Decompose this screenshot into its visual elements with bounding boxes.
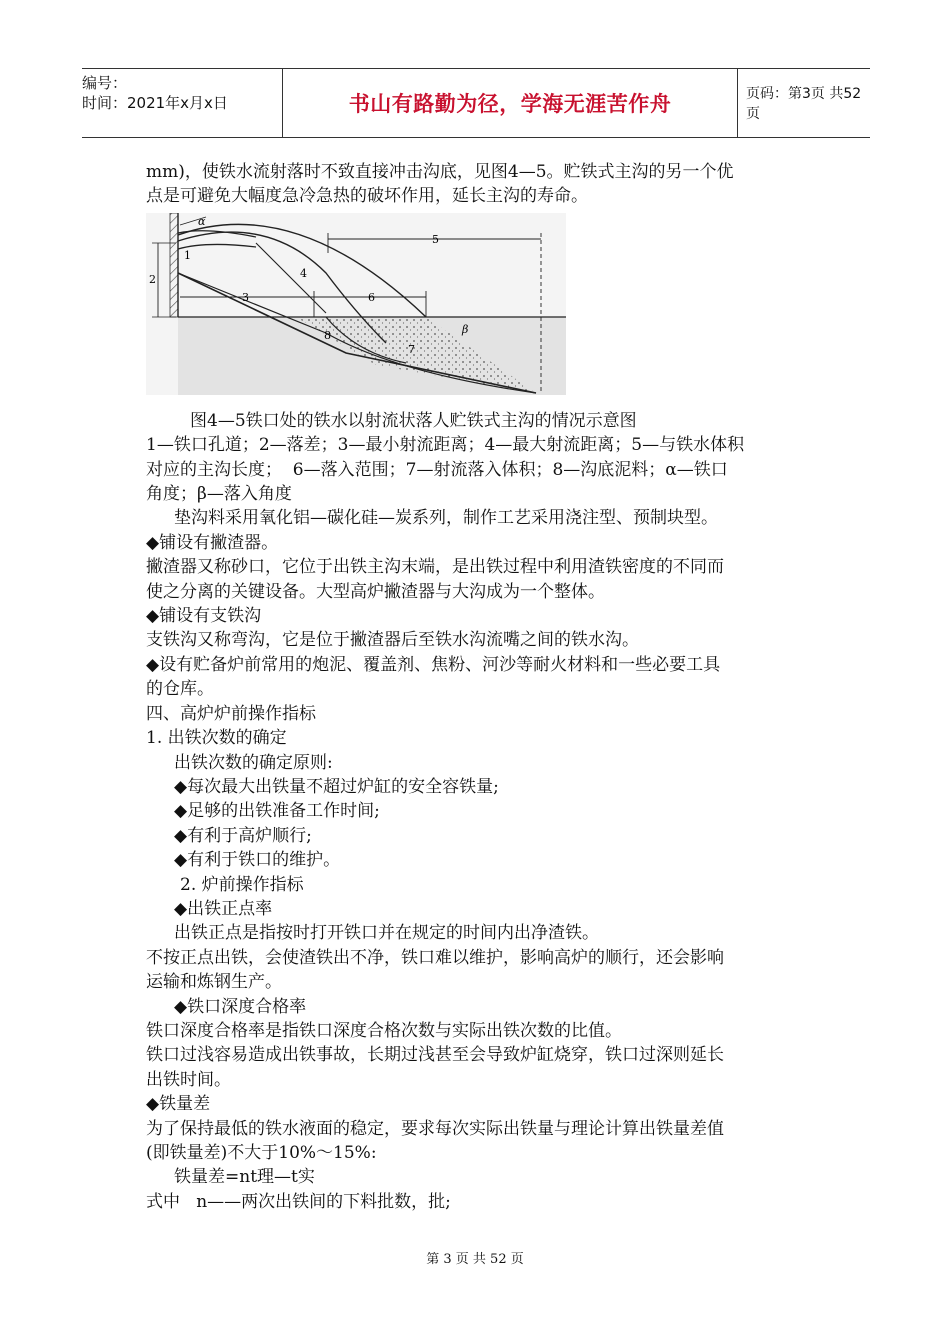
number-label: 编号： [82, 74, 128, 92]
paragraph-line: 角度；β—落入角度 [146, 484, 292, 505]
fig-label-beta: β [462, 322, 469, 336]
paragraph-line: 运输和炼钢生产。 [146, 972, 282, 993]
fig-label-1: 1 [184, 248, 191, 262]
paragraph-line: (即铁量差)不大于10%～15%: [146, 1143, 377, 1163]
paragraph-line: 的仓库。 [146, 679, 214, 700]
paragraph-line: 式中 n——两次出铁间的下料批数，批; [146, 1191, 451, 1212]
figure-4-5 [146, 213, 566, 395]
paragraph-line: 垫沟料采用氧化铝—碳化硅—炭系列，制作工艺采用浇注型、预制块型。 [174, 508, 718, 529]
figure-caption: 图4—5铁口处的铁水以射流状落人贮铁式主沟的情况示意图 [190, 410, 637, 431]
paragraph-line: 出铁正点是指按时打开铁口并在规定的时间内出净渣铁。 [174, 923, 599, 944]
paragraph-line: ◆铺设有撇渣器。 [146, 532, 279, 553]
paragraph-line: 使之分离的关键设备。大型高炉撇渣器与大沟成为一个整体。 [146, 581, 605, 602]
paragraph-line: ◆每次最大出铁量不超过炉缸的安全容铁量; [174, 776, 499, 797]
fig-label-7: 7 [408, 342, 415, 356]
paragraph-line: 点是可避免大幅度急冷急热的破坏作用，延长主沟的寿命。 [146, 186, 588, 207]
paragraph-line: 铁量差=nt理—t实 [174, 1167, 315, 1188]
paragraph-line: ◆铁量差 [146, 1094, 211, 1115]
paragraph-line: 为了保持最低的铁水液面的稳定，要求每次实际出铁量与理论计算出铁量差值 [146, 1118, 724, 1139]
jet-diagram [146, 213, 566, 395]
paragraph-line: ◆足够的出铁准备工作时间; [174, 801, 380, 822]
paragraph-line: ◆有利于铁口的维护。 [174, 850, 341, 871]
paragraph-line: ◆设有贮备炉前常用的炮泥、覆盖剂、焦粉、河沙等耐火材料和一些必要工具 [146, 654, 721, 675]
paragraph-line: 四、高炉炉前操作指标 [146, 703, 316, 724]
document-body [146, 160, 806, 1214]
page-indicator: 页码：第3页 共52页 [746, 86, 862, 122]
header-meta [82, 69, 282, 141]
motto: 书山有路勤为径，学海无涯苦作舟 [282, 69, 738, 137]
fig-label-5: 5 [432, 232, 439, 246]
paragraph-line: 铁口过浅容易造成出铁事故，长期过浅甚至会导致炉缸烧穿，铁口过深则延长 [146, 1045, 724, 1066]
paragraph-line: 1. 出铁次数的确定 [146, 728, 287, 749]
paragraph-line: 不按正点出铁，会使渣铁出不净，铁口难以维护，影响高炉的顺行，还会影响 [146, 947, 724, 968]
fig-label-6: 6 [368, 290, 375, 304]
paragraph-line: 出铁次数的确定原则: [174, 752, 333, 773]
page-footer: 第 3 页 共 52 页 [426, 1252, 524, 1267]
body-text [146, 409, 806, 1214]
paragraph-line: 出铁时间。 [146, 1069, 231, 1090]
paragraph-line: 铁口深度合格率是指铁口深度合格次数与实际出铁次数的比值。 [146, 1020, 622, 1041]
paragraph-line: ◆出铁正点率 [174, 898, 273, 919]
fig-label-alpha: α [198, 214, 206, 228]
paragraph-line: 支铁沟又称弯沟，它是位于撇渣器后至铁水沟流嘴之间的铁水沟。 [146, 630, 639, 651]
paragraph-line: 2. 炉前操作指标 [180, 874, 304, 895]
fig-label-3: 3 [242, 290, 249, 304]
paragraph-line: ◆铺设有支铁沟 [146, 606, 262, 627]
date-label: 时间：2021年x月x日 [82, 94, 228, 112]
paragraph-line: ◆铁口深度合格率 [174, 996, 307, 1017]
paragraph-line: 1—铁口孔道；2—落差；3—最小射流距离；4—最大射流距离；5—与铁水体积 [146, 435, 745, 456]
fig-label-8: 8 [324, 328, 331, 342]
paragraph-line: 对应的主沟长度； 6—落入范围；7—射流落入体积；8—沟底泥料；α—铁口 [146, 459, 728, 480]
paragraph-line: ◆有利于高炉顺行; [174, 825, 312, 846]
fig-label-4: 4 [300, 266, 307, 280]
paragraph-line: 撇渣器又称砂口，它位于出铁主沟末端，是出铁过程中利用渣铁密度的不同而 [146, 557, 724, 578]
fig-label-2: 2 [149, 272, 156, 286]
paragraph-line: mm)，使铁水流射落时不致直接冲击沟底，见图4—5。贮铁式主沟的另一个优 [146, 162, 734, 182]
page-header [82, 68, 870, 138]
